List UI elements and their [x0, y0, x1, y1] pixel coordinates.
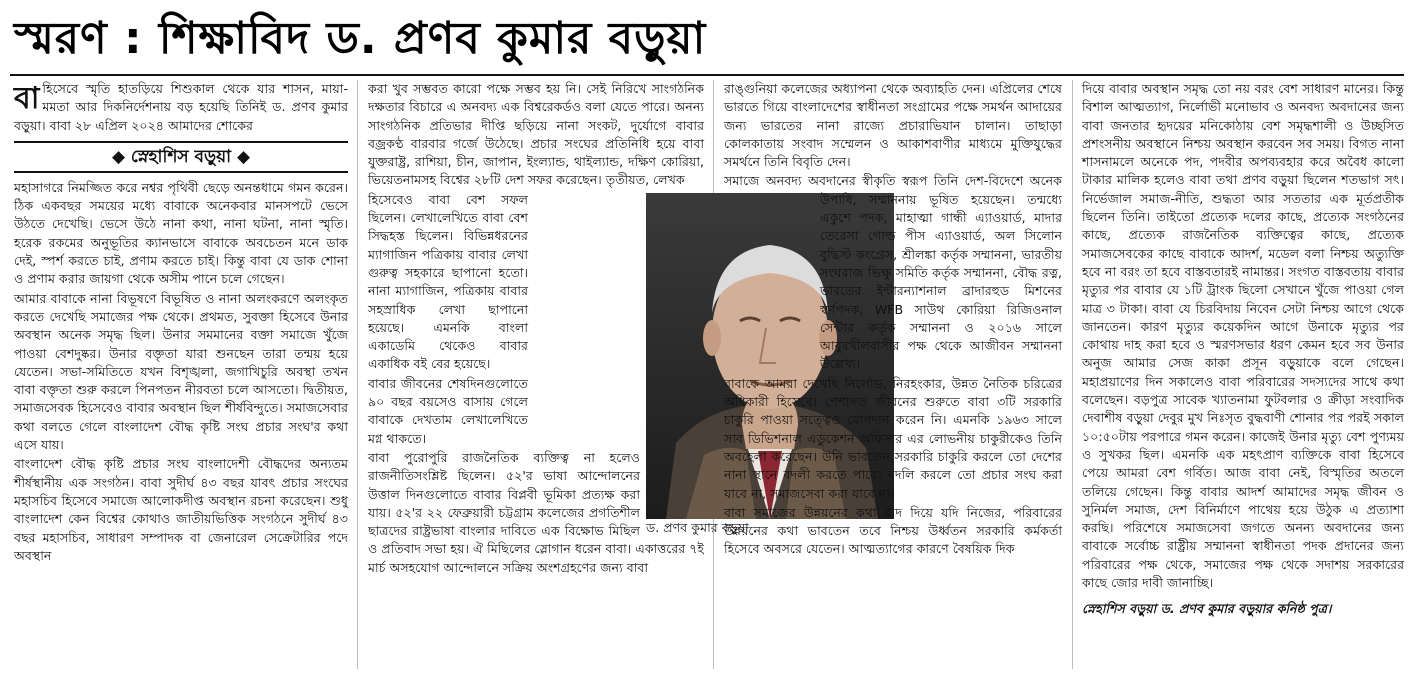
article-paragraph: বাবা পুরোপুরি রাজনৈতিক ব্যক্তিত্ব না হলেও রাজনীতিসংশ্লিষ্ট ছিলেন। ৫২'র ভাষা আন্দোলনের উত্তাল দিনগুলোতে বাবার বিপ্লবী ভূমিকা প্রত্যক্ষ করা যায়। ৫২'র ২২ ফেব্রুয়ারী চট্টগ্রাম কলেজের প্রগতিশীল ছাত্রদের রাষ্ট্রভাষা বাংলার দাবিতে এক বিক্ষোভ মিছিল ও প্রতিবাদ সভা হয়। ঐ মিছিলের স্লোগান ধরেন বাবা। একাত্তরের ৭ই মার্চ অসহযোগ আন্দোলনে সক্রিয় অংশগ্রহণের জন্য বাবা: [368, 449, 704, 575]
drop-cap: বা: [14, 81, 40, 116]
byline: ◆ স্নেহাশিস বড়ুয়া ◆: [14, 141, 348, 173]
article-paragraph: আমার বাবাকে নানা বিভূষণে বিভূষিত ও নানা অলংকরণে অলংকৃত করতে দেখেছি সমাজের পক্ষ থেকে। প্রথমত, সুবক্তা হিসেবে উনার অবস্থান অনেক সমৃদ্ধ ছিল। উনার সমমানের বক্তা সমাজে খুঁজে পাওয়া বেশদুষ্কর। উনার বক্তৃতা যারা শুনছেন তারা তন্ময় হয়ে যেতেন। সভা-সমিতিতে যখন বিশৃঙ্খলা, জগাখিচুরি অবস্থা তখন বাবা বক্তৃতা শুরু করলে পিনপতন নীরবতা চলে আসতো। দ্বিতীয়ত, সমাজসেবক হিসেবেও বাবার অবস্থান ছিল শীর্ষবিন্দুতে। সমাজসেবার কথা বলতে গেলে বাংলাদেশ বৌদ্ধ কৃষ্টি সংঘ প্রচার সংঘ'র কথা এসে যায়।: [14, 290, 348, 453]
intro-paragraph: [14, 80, 348, 135]
headline: স্মরণ : শিক্ষাবিদ ড. প্রণব কুমার বড়ুয়া: [14, 13, 707, 64]
intro-text: হিসেবে স্মৃতি হাতড়িয়ে শিশুকাল থেকে যার শাসন, মায়া-মমতা আর দিকনির্দেশনায় বড় হয়েছি তিনিই ড. প্রণব কুমার বড়ুয়া। বাবা ২৮ এপ্রিল ২০২৪ আমাদের শোকের: [14, 81, 348, 133]
article-paragraph: বাবাকে আমরা দেখেছি নির্লোভ, নিরহংকার, উন্নত নৈতিক চরিত্রের অধিকারী হিসেবে। পেশাগত জীবনের শুরুতে বাবা ৩টি সরকারি চাকুরি পাওয়া সত্ত্বেও যোগদান করেন নি। এমনকি ১৯৬৩ সালে সাব ডিভিশনাল এডুকেশন অফিসার এর লোভনীয় চাকুরীকেও তিনি অবহেলা করেছেন। উনি ভাবতেন সরকারি চাকুরি করলে তো দেশের নানা স্থানে বদলী করতে পারে। বদলি করলে তো প্রচার সংঘ করা যাবে না, সমাজসেবা করা যাবে না।: [724, 375, 1062, 501]
column-divider: [357, 80, 358, 669]
article-paragraph: বাবার জীবনের শেষদিনগুলোতে ৯০ বছর বয়সেও বাসায় গেলে বাবাকে দেখতাম লেখালেখিতে মগ্ন থাকতে।: [368, 375, 528, 446]
column-1: [14, 80, 348, 671]
article-paragraph: মহাসাগরে নিমজ্জিত করে নশ্বর পৃথিবী ছেড়ে অনন্তধামে গমন করেন। ঠিক একবছর সময়ের মধ্যে বাবাকে অনেকবার মানসপটে ভেসে উঠতে দেখেছি। ভেসে উঠে নানা কথা, নানা ঘটনা, নানা স্মৃতি। হরেক রকমের অনুভূতির ক্যানভাসে বাবাকে অবচেতন মনে ডাক দেই, স্পর্শ করতে চাই, প্রণাম করতে চাই। কিন্তু বাবা যে ডাক শোনা ও প্রণাম করার জায়গা থেকে অসীম পানে চলে গেছেন।: [14, 179, 348, 287]
article-paragraph: হিসেবেও বাবা বেশ সফল ছিলেন। লেখালেখিতে বাবা বেশ সিদ্ধহস্ত ছিলেন। বিভিন্নধরনের ম্যাগাজিন পত্রিকায় বাবার লেখা গুরুত্ব সহকারে ছাপানো হতো। নানা ম্যাগাজিন, পত্রিকায় বাবার সহস্রাধিক লেখা ছাপানো হয়েছে। এমনকি বাংলা একাডেমি থেকেও বাবার একাধিক বই বের হয়েছে।: [368, 191, 528, 372]
column-2: [368, 80, 749, 671]
article-paragraph: বাংলাদেশ বৌদ্ধ কৃষ্টি প্রচার সংঘ বাংলাদেশী বৌদ্ধদের অন্যতম শীর্ষস্থানীয় এক সংগঠন। বাবা সুদীর্ঘ ৪৩ বছর যাবৎ প্রচার সংঘের মহাসচিব হিসেবে সমাজে আলোকদীপ্ত অবস্থান রচনা করেছেন। শুধু বাংলাদেশ কেন বিশ্বের কোথাও জাতীয়ভিত্তিক সংগঠনে সুদীর্ঘ ৪৩ বছর মহাসচিব, সাধারণ সম্পাদক বা জেনারেল সেক্রেটারির পদে অবস্থান: [14, 456, 348, 563]
column-4: [1082, 80, 1404, 671]
article-paragraph: বাবা সমাজের উন্নয়নের কথা বাদ দিয়ে যদি নিজের, পরিবারের উন্নয়নের কথা ভাবতেন তবে নিশ্চয় উর্ধ্বতন সরকারি কর্মকর্তা হিসেবে অবসরে যেতেন। আত্মত্যাগের কারণে বৈষয়িক দিক: [724, 504, 1062, 557]
author-signature: স্নেহাশিস বড়ুয়া ড. প্রণব কুমার বড়ুয়ার কনিষ্ঠ পুত্র।: [1082, 601, 1332, 617]
article-paragraph: রাঙ্গুনিয়া কলেজের অধ্যাপনা থেকে অব্যাহতি দেন। এপ্রিলের শেষে ভারতে গিয়ে বাংলাদেশের স্বাধীনতা সংগ্রামের পক্ষে সমর্থন আদায়ের জন্য ভারতের নানা রাজ্যে প্রচারাভিযান চালান। তাছাড়া কোলকাতায় সংবাদ সম্মেলন ও আকাশবাণীর মাধ্যমে মুক্তিযুদ্ধের সমর্থনে তিনি বিবৃতি দেন।: [724, 81, 1062, 170]
article-paragraph: দিয়ে বাবার অবস্থান সমৃদ্ধ তো নয় বরং বেশ সাধারণ মানের। কিন্তু বিশাল আত্মত্যাগ, নির্লোভী মনোভাব ও অনবদ্য অবদানের জন্য বাবা জনতার হৃদয়ের মনিকোঠায় বেশ সমৃদ্ধশালী ও উচ্ছসিত প্রশংসনীয় অবস্থানে নিশ্চয় অবস্থান করবেন সব সময়। বিগত নানা শাসনামলে অনেকে পদ, পদবীর অপব্যবহার করে অবৈধ কালো টাকার মালিক হলেও বাবা তথা প্রণব বড়ুয়া ছিলেন শতভাগ সৎ। নির্ভেজাল সমাজ-নীতি, শুদ্ধতা আর সততার এক মূর্তপ্রতীক ছিলেন তিনি। তাইতো প্রত্যেক দলের কাছে, প্রত্যেক সংগঠনের কাছে, প্রত্যেক রাজনৈতিক ব্যক্তিত্বের কাছে, প্রত্যেক সমাজসেবকের কাছে বাবাকে আদর্শ, মডেল বলা নিশ্চয় অত্যুক্তি হবে না বরং তা হবে বাস্তবতারই নামান্তর। সংগত বাস্তবতায় বাবার মৃত্যুর পর বাবার যে ১টি ট্রাংক ছিলো সেখানে খুঁজে পাওয়া গেল মাত্র ৩ টাকা। বাবা যে চিরবিদায় নিবেন সেটা নিশ্চয় আগে থেকে জানতেন। কারণ মৃত্যুর কয়েকদিন আগে উনাকে মৃত্যুর পর কোথায় দাহ করা হবে ও স্মরণসভার ধরণ কেমন হবে সব উনার অনুজ আমার সেজ কাকা প্রসূন বড়ুয়াকে বলে গেছেন। মহাপ্রয়াণের দিন সকালেও বাবা পরিবারের সদস্যদের সাথে কথা বলেছেন। বড়পুত্র সাবেক খ্যাতনামা ফুটবলার ও ক্রীড়া সংবাদিক দেবাশীষ বড়ুয়া দেবুর মুখ নিঃসৃত বুদ্ধবাণী শোনার পর পরই সকাল ১০:৫০টায় পরপারে গমন করেন। কাজেই উনার মৃত্যু বেশ পুণ্যময় ও সুখকর ছিল। এমনকি এক মহৎপ্রাণ ব্যক্তিকে বাবা হিসেবে পেয়ে আমরা বেশ গর্বিত। আজ বাবা নেই, বিস্মৃতির অতলে তলিয়ে গেছেন। কিন্তু বাবার আদর্শ আমাদের সমৃদ্ধ জীবন ও সুনির্মল সমাজ, দেশ বিনির্মাণে পাথেয় হয়ে উঠুক এ প্রত্যাশা করছি। পরিশেষে সমাজসেবা জগতে অনন্য অবদানের জন্য বাবাকে সর্বোচ্চ রাষ্ট্রীয় সম্মাননা স্বাধীনতা পদক প্রদানের জন্য পরিবারের পক্ষ থেকে, সমাজের পক্ষ থেকে সদাশয় সরকারের কাছে জোর দাবী জানাচ্ছি।: [1082, 81, 1404, 591]
column-3: [724, 80, 1062, 671]
headline-rule: [10, 74, 1404, 76]
article-paragraph: করা খুব সম্ভবত কারো পক্ষে সম্ভব হয় নি। সেই নিরিখে সাংগঠনিক দক্ষতার বিচারে এ অনবদ্য এক বিশ্বরেকর্ডও বলা যেতে পারে। অনন্য সাংগঠনিক প্রতিভার দীপ্তি ছড়িয়ে নানা সংকট, দুর্যোগে বাবার বজ্রকণ্ঠ বারবার গর্জে উঠেছে। প্রচার সংঘের প্রতিনিধি হয়ে বাবা যুক্তরাষ্ট্র, রাশিয়া, চীন, জাপান, ইংল্যান্ড, থাইল্যান্ড, দক্ষিণ কোরিয়া, ভিয়েতনামসহ বিশ্বের ২৮টি দেশ সফর করেছেন। তৃতীয়ত, লেখক: [368, 81, 704, 188]
column-divider: [1072, 80, 1073, 669]
photo-caption: ড. প্রণব কুমার বড়ুয়া: [646, 519, 749, 535]
article-paragraph: সমাজে অনবদ্য অবদানের স্বীকৃতি স্বরূপ তিনি দেশ-বিদেশে অনেক উপাধি, সম্মাননায় ভূষিত হয়েছেন। তন্মধ্যে একুশে পদক, মাহাত্মা গান্ধী এ্যাওয়ার্ড, মাদার তেরেসা গোল্ড পীস এ্যাওয়ার্ড, অল সিলোন বুদ্ধিস্ট কংগ্রেস, শ্রীলঙ্কা কর্তৃক সম্মাননা, ভারতীয় সংঘরাজ ভিক্ষু সমিতি কর্তৃক সম্মাননা, বৌদ্ধ রত্ন, ভারতের ইন্টারন্যাশনাল ব্রাদারহুড মিশনের স্বর্ণপদক, WFB সাউথ কোরিয়া রিজিওনাল সেন্টার কর্তৃক সম্মাননা ও ২০১৬ সালে আবুরখীলবাসীর পক্ষ থেকে আজীবন সম্মাননা উল্লেখ্য।: [724, 173, 1062, 372]
